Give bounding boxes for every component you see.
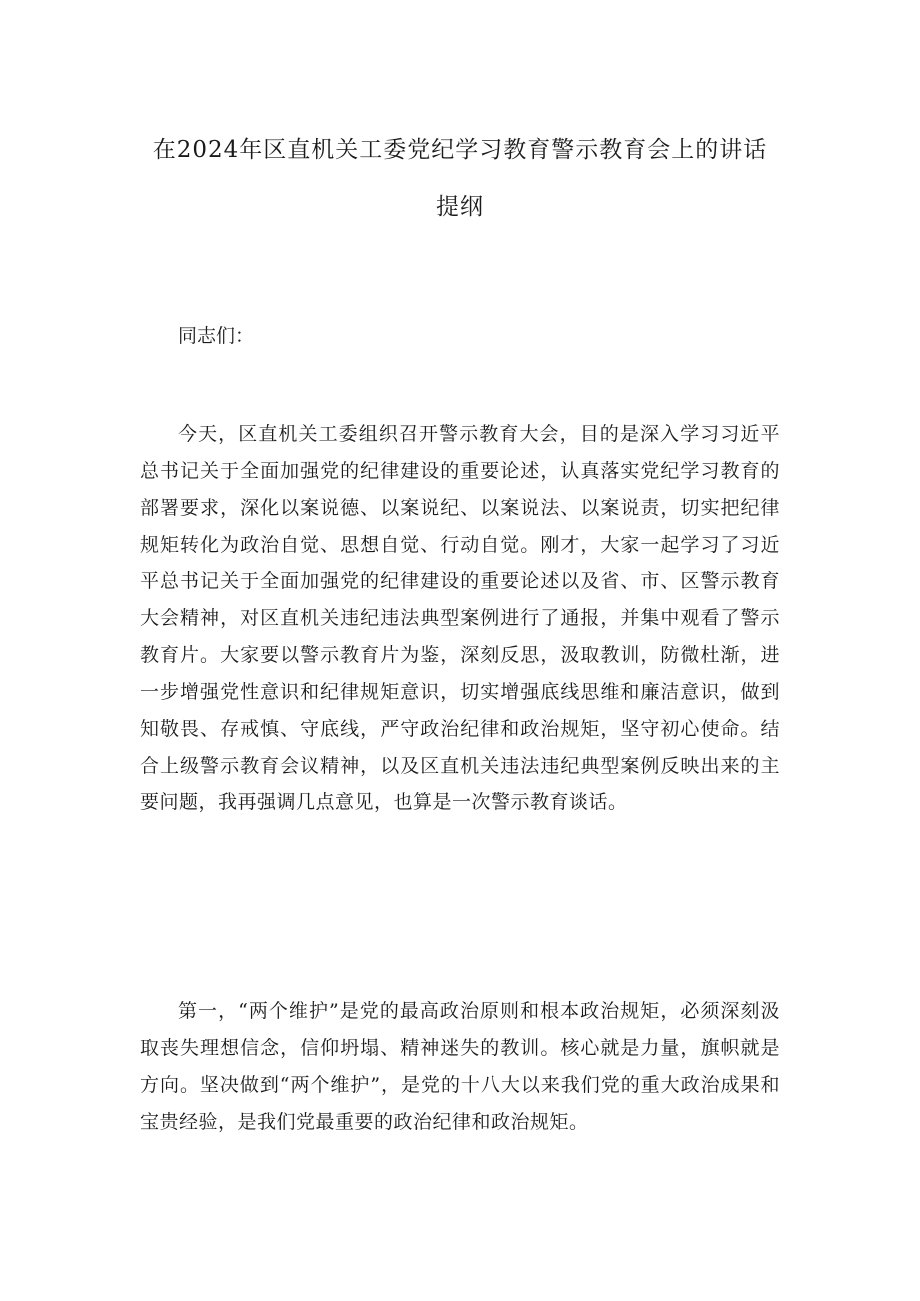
salutation: 同志们： bbox=[178, 325, 255, 347]
paragraph-2: 第一，“两个维护”是党的最高政治原则和根本政治规矩，必须深刻汲取丧失理想信念，信仰坍塌、精神迷失的教训。核心就是力量，旗帜就是方向。坚决做到“两个维护”，是党的十八大以来我们党的重大政治成果和宝贵经验，是我们党最重要的政治纪律和政治规矩。 bbox=[140, 1000, 780, 1133]
title-line-2: 提纲 bbox=[436, 194, 484, 220]
title-line-1: 在2024年区直机关工委党纪学习教育警示教育会上的讲话 bbox=[152, 137, 768, 163]
document-title bbox=[100, 122, 820, 236]
paragraph-1: 今天，区直机关工委组织召开警示教育大会，目的是深入学习习近平总书记关于全面加强党的纪律建设的重要论述，认真落实党纪学习教育的部署要求，深化以案说德、以案说纪、以案说法、以案说责，切实把纪律规矩转化为政治自觉、思想自觉、行动自觉。刚才，大家一起学习了习近平总书记关于全面加强党的纪律建设的重要论述以及省、市、区警示教育大会精神，对区直机关违纪违法典型案例进行了通报，并集中观看了警示教育片。大家要以警示教育片为鉴，深刻反思，汲取教训，防微杜渐，进一步增强党性意识和纪律规矩意识，切实增强底线思维和廉洁意识，做到知敬畏、存戒慎、守底线，严守政治纪律和政治规矩，坚守初心使命。结合上级警示教育会议精神，以及区直机关违法违纪典型案例反映出来的主要问题，我再强调几点意见，也算是一次警示教育谈话。 bbox=[140, 423, 780, 814]
